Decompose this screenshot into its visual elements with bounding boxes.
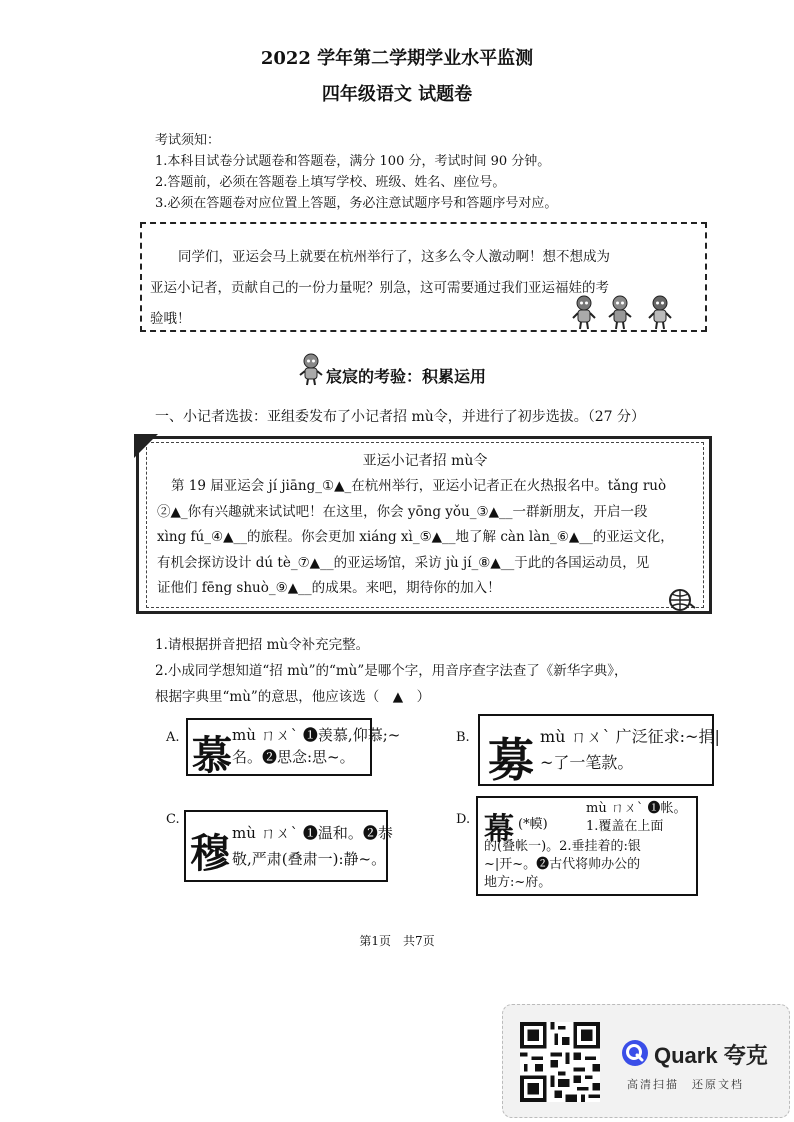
option-a-label: A.: [166, 730, 180, 745]
option-a-card: [186, 718, 401, 779]
option-c-line: mù ㄇㄨˋ ❶温和。❷恭: [232, 824, 393, 842]
option-c-char: 穆: [190, 830, 230, 877]
mascot-chenchen-icon: [608, 294, 632, 330]
mascot-congcong-icon: [572, 294, 596, 330]
recruit-line: 第 19 届亚运会 jí jiāng_①▲_在杭州举行，亚运小记者正在火热报名中。tǎng ruò: [171, 478, 667, 494]
question-1-2-line: 根据字典里“mù”的意思，他应该选（ ▲ ）: [155, 689, 431, 705]
exam-title: 2022 学年第二学期学业水平监测: [260, 48, 534, 69]
quark-tagline: 高清扫描 还原文档: [627, 1078, 744, 1091]
recruit-line: xìng fú_④▲__的旅程。你会更加 xiáng xì_⑤▲__地了解 càn làn_⑥▲__的亚运文化，: [157, 529, 674, 545]
option-b-char: 募: [488, 733, 534, 787]
option-a-line: mù ㄇㄨˋ ❶羡慕,仰慕;~: [232, 726, 401, 744]
notice-item: 1.本科目试卷分试题卷和答题卷，满分 100 分，考试时间 90 分钟。: [155, 154, 551, 169]
option-c-line: 敬,严肃(叠肃一):静~。: [232, 850, 387, 868]
option-d-line: ~|开~。❷古代将帅办公的: [484, 857, 641, 872]
recruit-line: ②▲_你有兴趣就来试试吧！在这里，你会 yōng yǒu_③▲__一群新朋友，开启一段: [157, 503, 648, 520]
option-d-line: 1.覆盖在上面: [586, 819, 664, 834]
quark-brand-name: Quark 夸克: [654, 1043, 768, 1068]
option-d-label: D.: [456, 812, 471, 827]
question-1-1: 1.请根据拼音把招 mù令补充完整。: [155, 637, 370, 653]
intro-line: 验哦！: [150, 311, 191, 327]
option-c-label: C.: [166, 812, 180, 827]
intro-line: 同学们，亚运会马上就要在杭州举行了，这多么令人激动啊！想不想成为: [178, 249, 610, 265]
recruit-text: [157, 474, 702, 602]
notice-item: 2.答题前，必须在答题卷上填写学校、班级、姓名、座位号。: [155, 175, 506, 190]
recruit-title: 亚运小记者招 mù令: [362, 453, 488, 469]
mascot-lianlian-icon: [648, 294, 672, 330]
recruit-line: 证他们 fēng shuò_⑨▲__的成果。来吧，期待你的加入！: [157, 580, 501, 596]
option-d-char: 幕: [484, 812, 514, 847]
option-b-card: [478, 714, 720, 787]
notice-heading: 考试须知：: [155, 133, 221, 148]
option-d-line: 地方:~府。: [484, 875, 552, 890]
option-b-line: mù ㄇㄨˋ 广泛征求:~捐|: [540, 727, 720, 746]
option-d-card: [476, 796, 698, 896]
exam-subtitle: 四年级语文 试题卷: [321, 84, 473, 105]
question-1-2-line: 2.小成同学想知道“招 mù”的“mù”是哪个字，用音序查字法查了《新华字典》，: [155, 663, 628, 679]
option-a-char: 慕: [192, 732, 232, 779]
question-block: [155, 632, 628, 710]
option-b-line: ~了一笔款。: [540, 753, 634, 772]
option-a-line: 名。❷思念:思~。: [232, 748, 355, 766]
page-number: 第1页 共7页: [359, 934, 435, 948]
recruit-line: 有机会探访设计 dú tè_⑦▲__的亚运场馆，采访 jù jí_⑧▲__于此的各国运动员，见: [157, 554, 650, 571]
exam-notice: [155, 130, 557, 214]
qr-code-icon: [520, 1022, 600, 1102]
mascot-chenchen-icon: [298, 352, 324, 386]
option-c-card: [184, 810, 393, 882]
option-d-variant: (*幙): [518, 817, 548, 832]
question-1-heading: 一、小记者选拔：亚组委发布了小记者招 mù令，并进行了初步选拔。（27 分）: [155, 409, 646, 425]
option-d-line: mù ㄇㄨˋ ❶帐。: [586, 801, 687, 816]
option-d-line: 的(叠帐一)。2.垂挂着的:银: [484, 839, 641, 854]
quark-logo-icon: [622, 1040, 648, 1066]
option-b-label: B.: [456, 730, 470, 745]
section-title: 宸宸的考验：积累运用: [326, 367, 487, 386]
notice-item: 3.必须在答题卷对应位置上答题，务必注意试题序号和答题序号对应。: [155, 196, 558, 211]
globe-icon: [666, 588, 696, 612]
intro-line: 亚运小记者，贡献自己的一份力量呢？别急，这可需要通过我们亚运福娃的考: [150, 280, 609, 296]
